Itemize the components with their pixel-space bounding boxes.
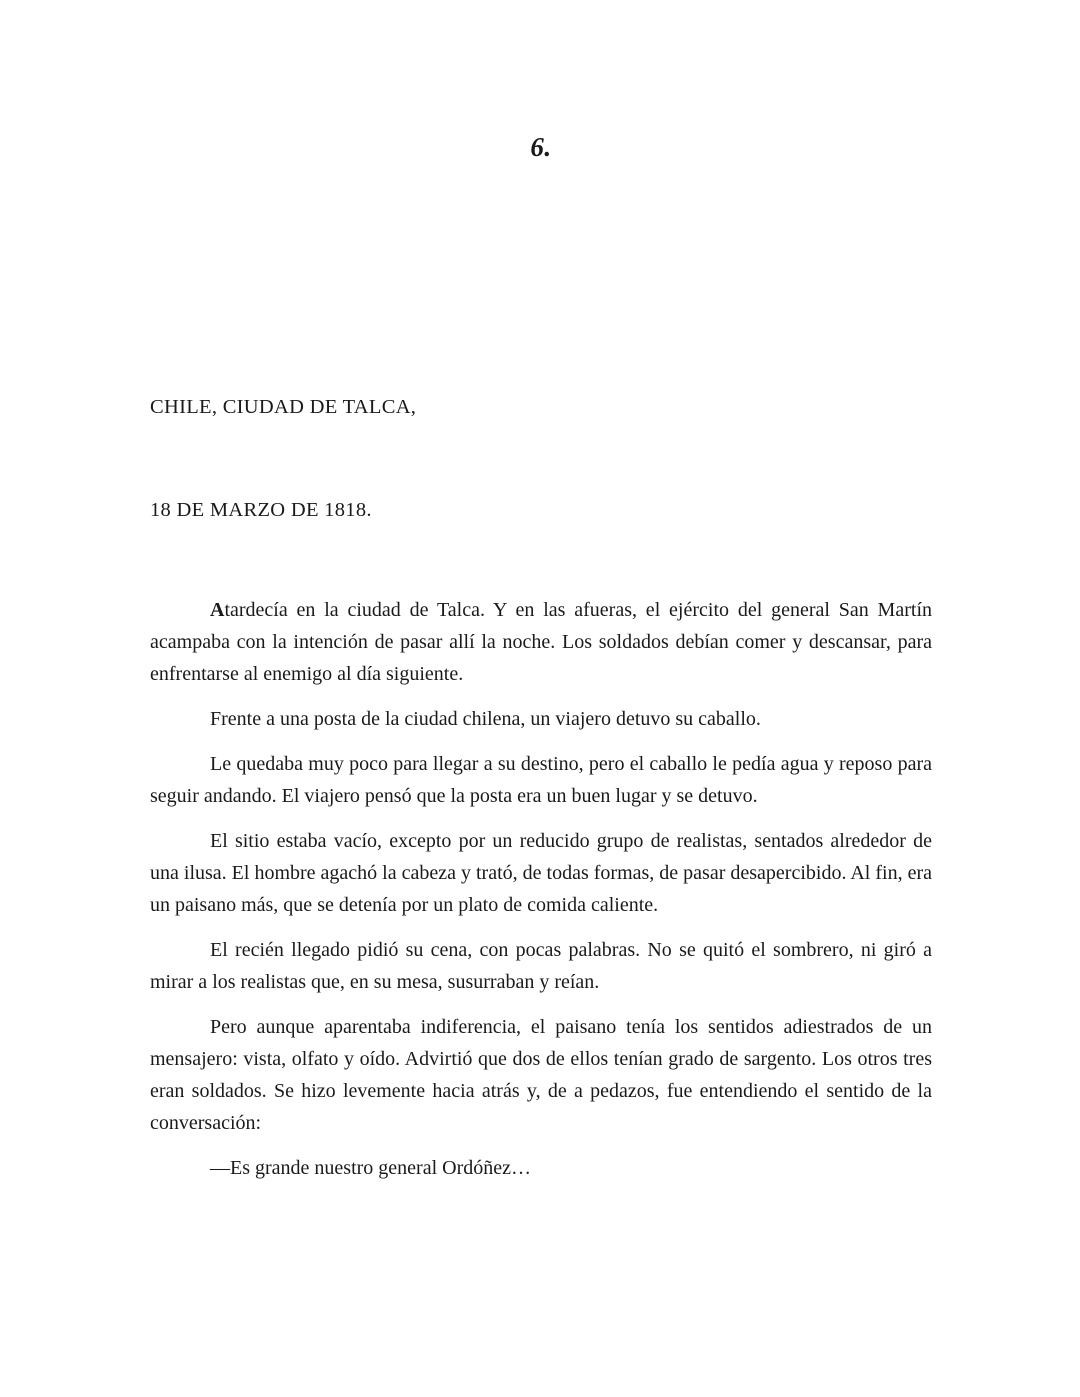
date-heading: 18 DE MARZO DE 1818. <box>150 499 372 521</box>
paragraph-intro <box>150 594 932 690</box>
paragraph: El recién llegado pidió su cena, con pocas palabras. No se quitó el sombrero, ni giró a mirar a los realistas que, en su mesa, susurraban y reían. <box>150 939 932 993</box>
paragraph: Le quedaba muy poco para llegar a su destino, pero el caballo le pedía agua y reposo para seguir andando. El viajero pensó que la posta era un buen lugar y se detuvo. <box>150 753 932 807</box>
page-content <box>150 0 932 1184</box>
paragraph-intro-initial: A <box>210 599 225 621</box>
paragraph-dialogue: —Es grande nuestro general Ordóñez… <box>210 1157 531 1179</box>
location-heading: CHILE, CIUDAD DE TALCA, <box>150 396 417 418</box>
body-text <box>150 594 932 1184</box>
paragraph: Frente a una posta de la ciudad chilena, un viajero detuvo su caballo. <box>210 708 761 730</box>
paragraph: El sitio estaba vacío, excepto por un reducido grupo de realistas, sentados alrededor de una ilusa. El hombre agachó la cabeza y trató, de todas formas, de pasar desapercibido. Al fin, era un paisano más, que se detenía por un plato de comida caliente. <box>150 830 932 916</box>
paragraph: Pero aunque aparentaba indiferencia, el paisano tenía los sentidos adiestrados de un mensajero: vista, olfato y oído. Advirtió que dos de ellos tenían grado de sargento. Los otros tres eran soldados. Se hizo levemente hacia atrás y, de a pedazos, fue entendiendo el sentido de la conversación: <box>150 1016 932 1134</box>
paragraph-intro-rest: tardecía en la ciudad de Talca. Y en las afueras, el ejército del general San Martín acampaba con la intención de pasar allí la noche. Los soldados debían comer y descansar, para enfrentarse al enemigo al día siguiente. <box>150 599 932 685</box>
chapter-number: 6. <box>530 132 552 162</box>
